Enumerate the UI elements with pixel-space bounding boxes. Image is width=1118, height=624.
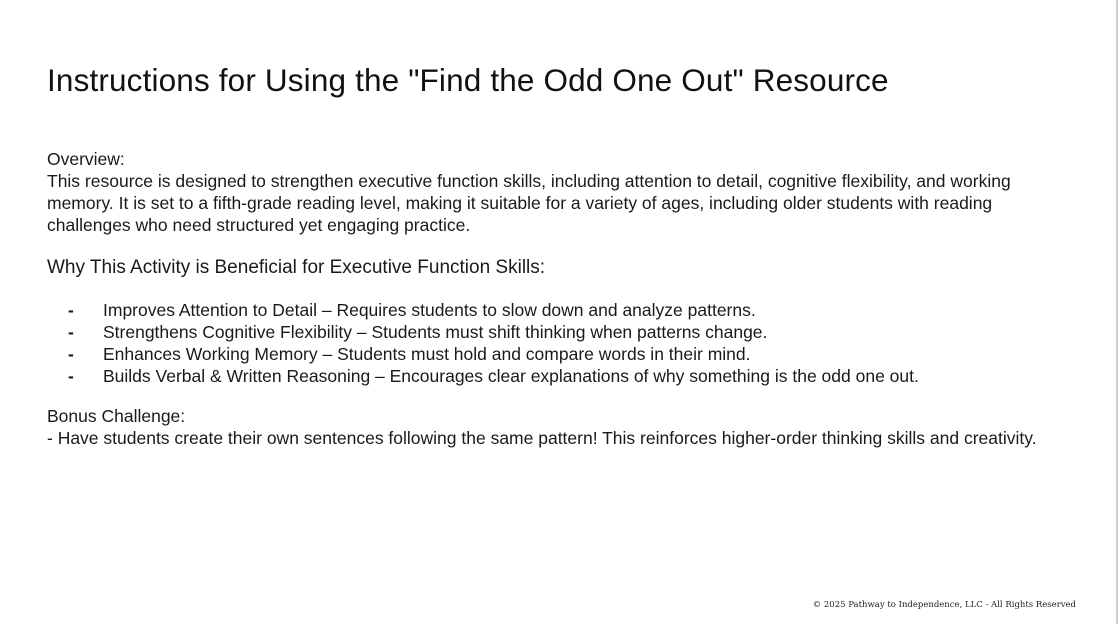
bullet-dash: - bbox=[68, 366, 74, 386]
overview-text: This resource is designed to strengthen executive function skills, including attention to detail, cognitive flexibility, and working memory. It is set to a fifth-grade reading level, making it suitable for a variety of ages, including older students with reading challenges who need structured yet engaging practice. bbox=[47, 171, 1011, 235]
bullet-dash: - bbox=[68, 300, 74, 320]
list-item bbox=[47, 299, 1077, 321]
list-item-text: Strengthens Cognitive Flexibility – Students must shift thinking when patterns change. bbox=[103, 322, 768, 342]
list-item-text: Builds Verbal & Written Reasoning – Encourages clear explanations of why something is the odd one out. bbox=[103, 366, 919, 386]
overview-section bbox=[47, 148, 1077, 236]
page-title: Instructions for Using the "Find the Odd One Out" Resource bbox=[47, 62, 889, 98]
benefits-heading: Why This Activity is Beneficial for Executive Function Skills: bbox=[47, 257, 546, 278]
overview-heading: Overview: bbox=[47, 149, 125, 169]
list-item bbox=[47, 343, 1077, 365]
list-item bbox=[47, 321, 1077, 343]
list-item-text: Enhances Working Memory – Students must hold and compare words in their mind. bbox=[103, 344, 751, 364]
bonus-text: - Have students create their own sentences following the same pattern! This reinforces higher-order thinking skills and creativity. bbox=[47, 428, 1037, 448]
bonus-heading: Bonus Challenge: bbox=[47, 406, 186, 426]
benefits-list bbox=[47, 299, 1077, 387]
bonus-section bbox=[47, 405, 1077, 449]
copyright-footer: © 2025 Pathway to Independence, LLC - All Rights Reserved bbox=[812, 600, 1076, 610]
bullet-dash: - bbox=[68, 344, 74, 364]
list-item bbox=[47, 365, 1077, 387]
bullet-dash: - bbox=[68, 322, 74, 342]
list-item-text: Improves Attention to Detail – Requires students to slow down and analyze patterns. bbox=[103, 300, 756, 320]
